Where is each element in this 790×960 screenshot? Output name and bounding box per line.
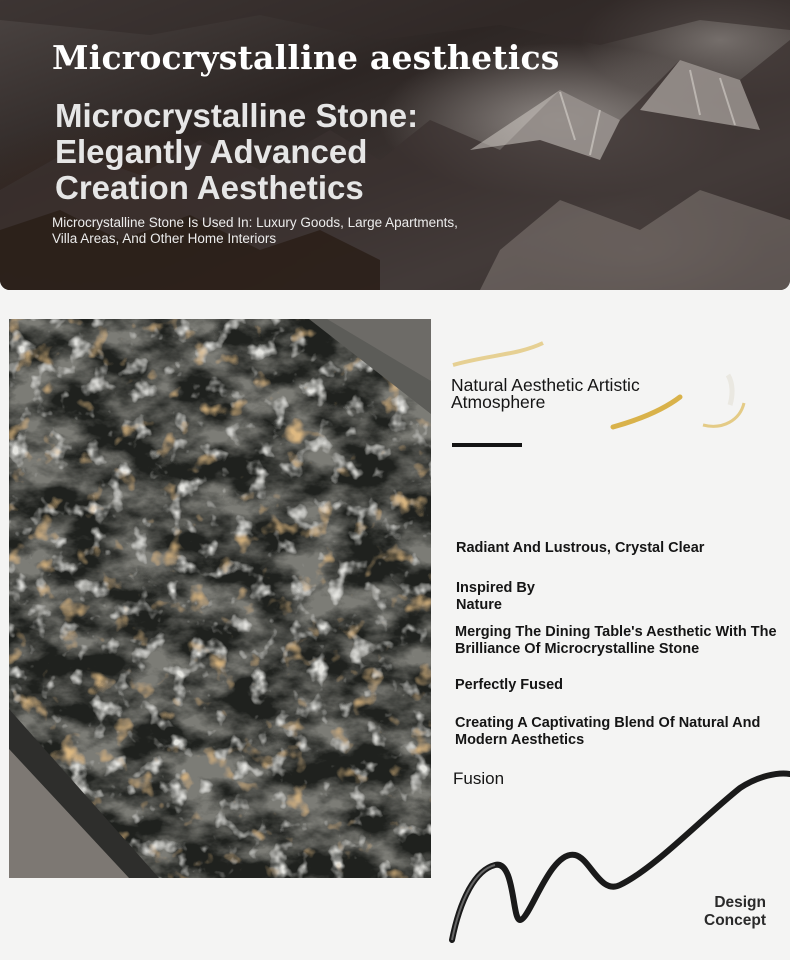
stone-texture [9,319,431,878]
feature-item-line: Merging The Dining Table's Aesthetic With The [455,624,777,640]
feature-item [456,580,535,614]
feature-item [455,624,777,658]
feature-item-line: Nature [456,597,502,613]
design-concept-label [680,894,766,930]
heading-divider [452,443,522,447]
feature-item-line: Perfectly Fused [455,677,563,693]
hero-heading-line: Elegantly Advanced [55,133,368,170]
hero-banner [0,0,790,290]
brand-title: Microcrystalline aesthetics [52,38,560,77]
feature-item-line: Inspired By [456,580,535,596]
feature-heading-line: Atmosphere [451,392,546,412]
fusion-label: Fusion [453,769,505,788]
feature-item-line: Modern Aesthetics [455,732,585,748]
feature-item-line: Creating A Captivating Blend Of Natural And [455,715,761,731]
feature-item [456,540,704,557]
hero-subtitle-line: Microcrystalline Stone Is Used In: Luxury Goods, Large Apartments, [52,215,458,230]
design-concept-line: Design [714,894,766,911]
feature-item-line: Radiant And Lustrous, Crystal Clear [456,540,705,556]
feature-heading-line: Natural Aesthetic Artistic [451,375,640,395]
hero-heading-line: Creation Aesthetics [55,169,364,206]
black-brush-stroke [440,760,790,960]
hero-heading-line: Microcrystalline Stone: [55,97,419,134]
hero-subtitle [52,215,492,247]
stone-slab-photo [9,319,431,878]
feature-item [455,715,760,749]
feature-item [455,677,563,694]
hero-subtitle-line: Villa Areas, And Other Home Interiors [52,231,277,246]
feature-heading [451,377,751,411]
hero-heading [55,98,475,206]
design-concept-line: Concept [704,912,766,929]
feature-item-line: Brilliance Of Microcrystalline Stone [455,641,700,657]
